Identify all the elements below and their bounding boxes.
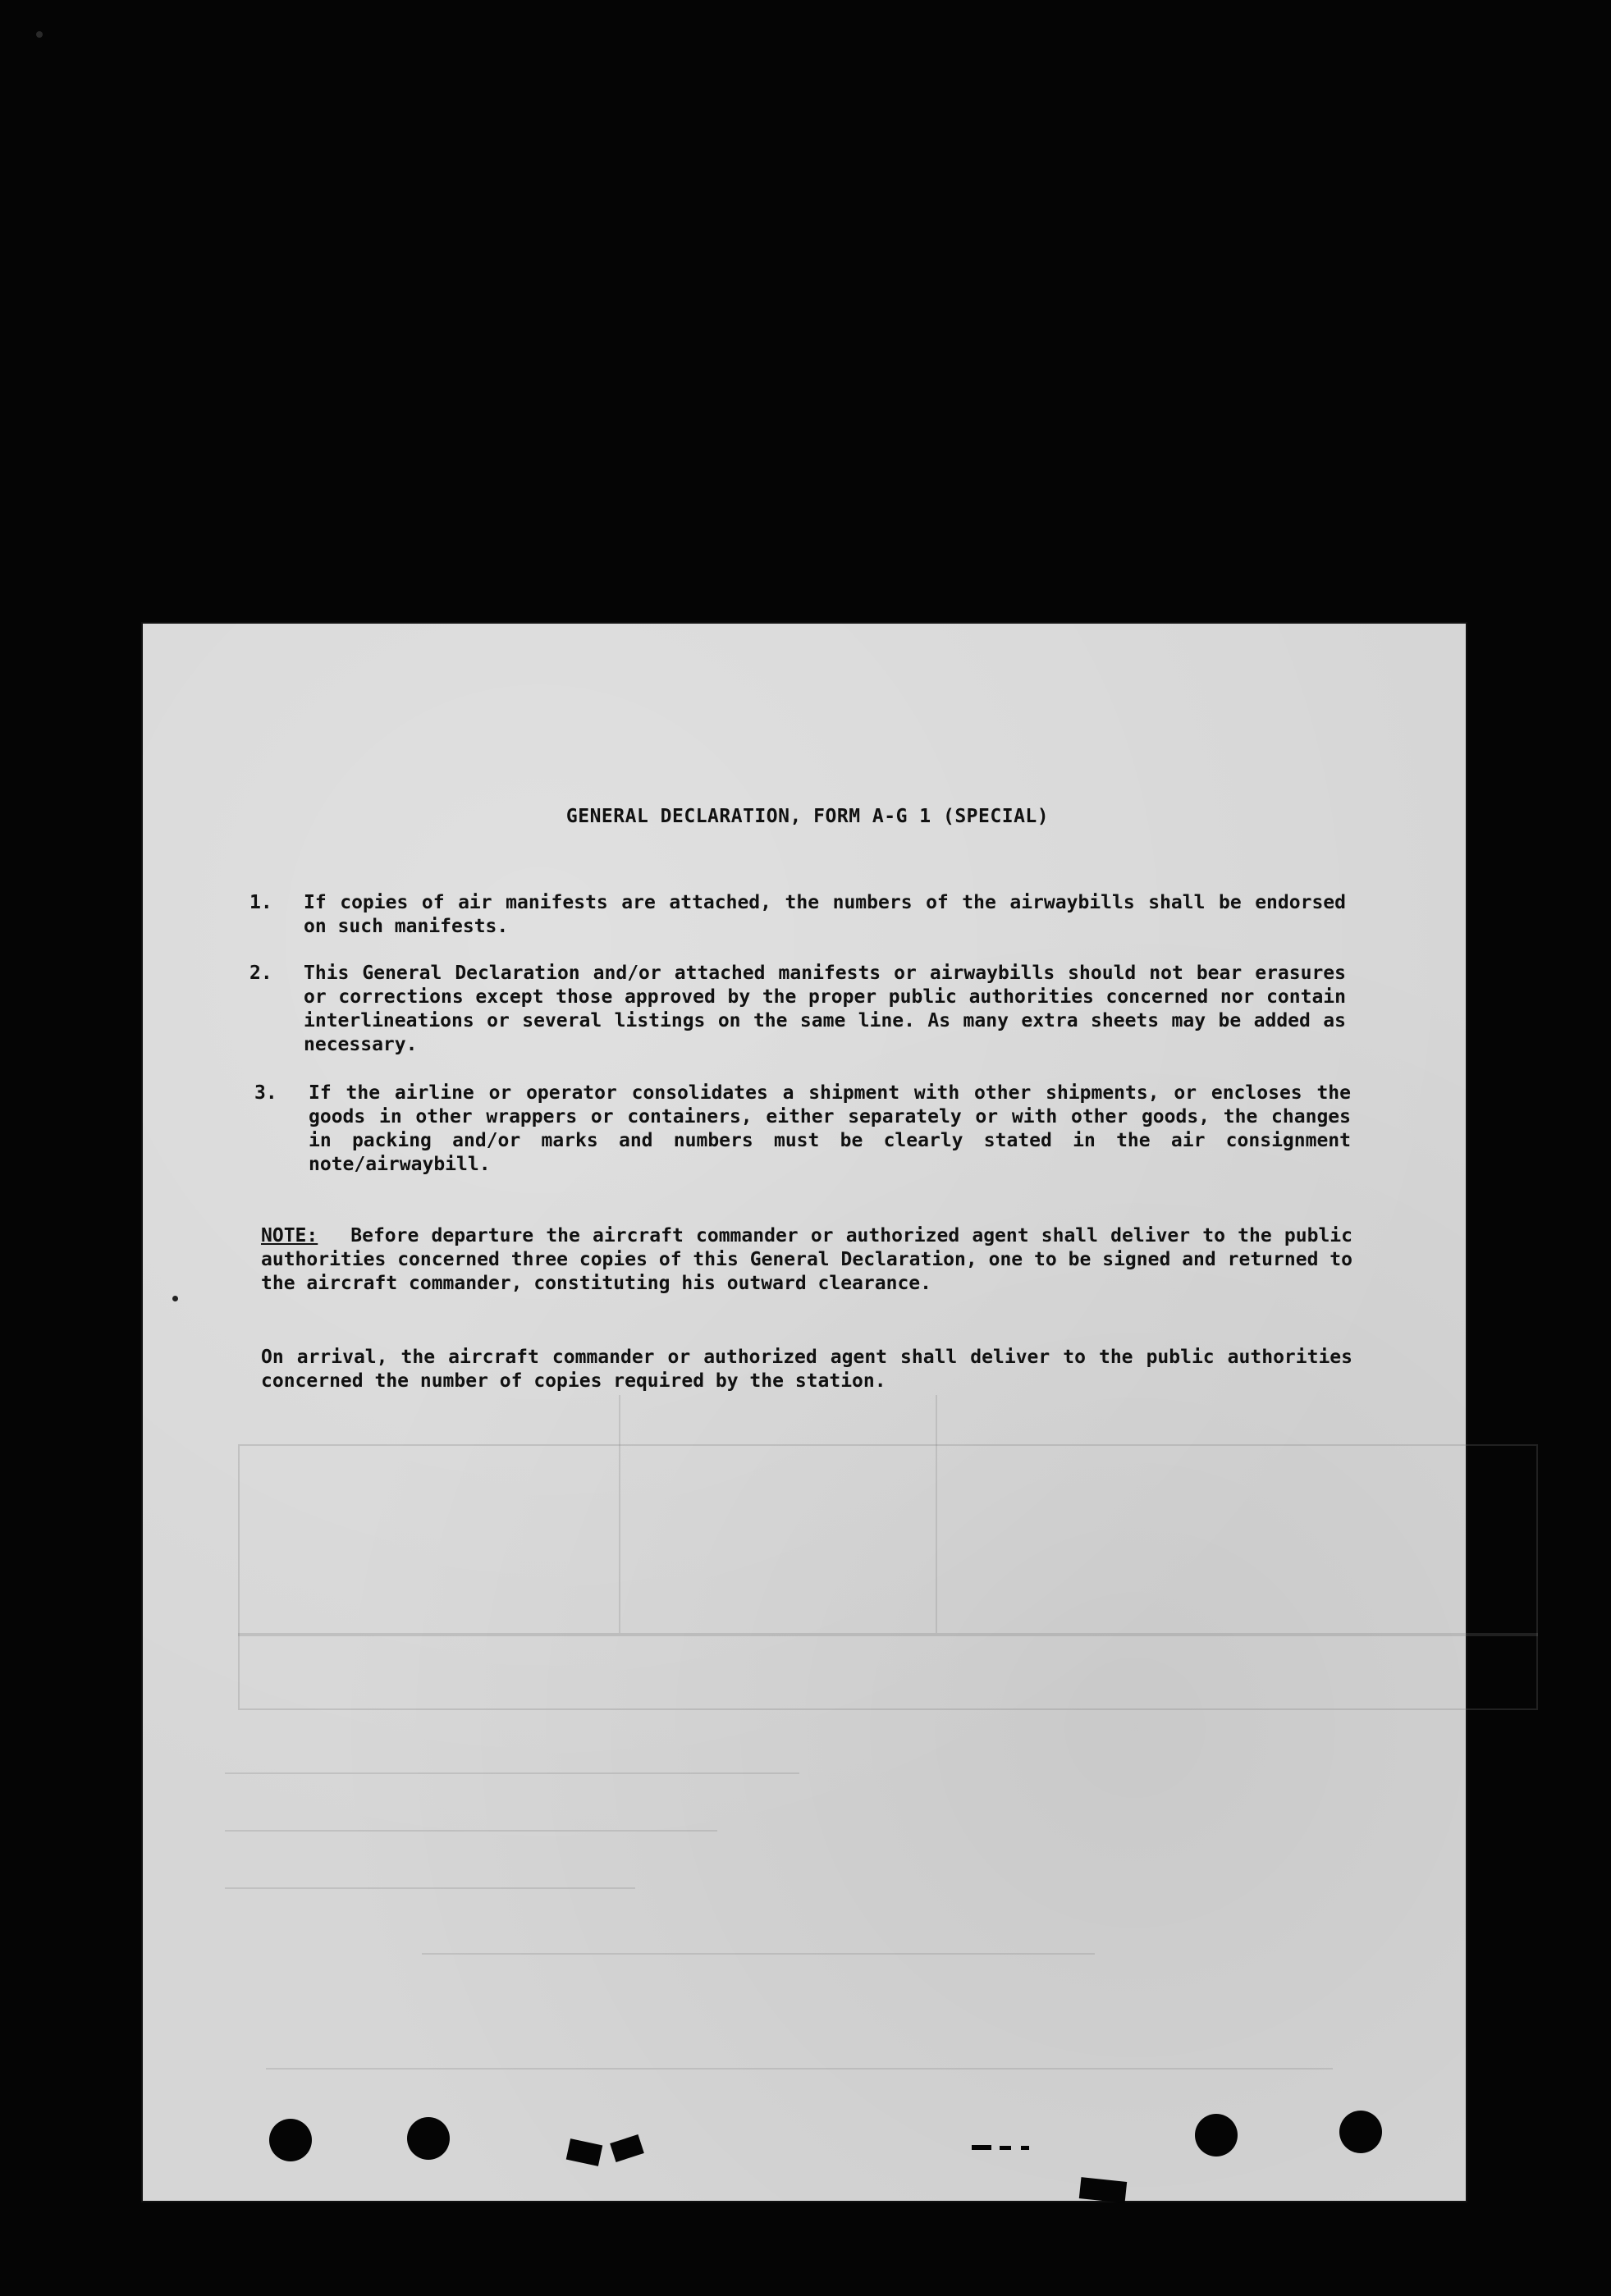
document-title: GENERAL DECLARATION, FORM A-G 1 (SPECIAL) bbox=[565, 806, 1050, 827]
punch-hole bbox=[407, 2117, 450, 2160]
item-text: If the airline or operator consolidates a shipment with other shipments, or encloses the goods in other wrappers or containers, either separately or with other goods, the changes in packing and/or marks and numbers must be clearly stated in the air consignment note/airwaybill. bbox=[309, 1082, 1351, 1175]
instruction-item bbox=[254, 1082, 1354, 1180]
scan-speck bbox=[36, 31, 43, 38]
paper-damage bbox=[1079, 2177, 1127, 2203]
paper-damage bbox=[1000, 2146, 1011, 2150]
bleed-through-line bbox=[225, 1887, 635, 1889]
item-number: 1. bbox=[249, 892, 272, 913]
bleed-through-table bbox=[238, 1444, 1538, 1636]
item-text: If copies of air manifests are attached, the numbers of the airwaybills shall be endorsed on such manifests. bbox=[304, 892, 1346, 937]
paper-damage bbox=[972, 2145, 991, 2150]
arrival-paragraph: On arrival, the aircraft commander or authorized agent shall deliver to the public authorities concerned the number of copies required by the station. bbox=[261, 1347, 1352, 1392]
item-number: 2. bbox=[249, 963, 272, 984]
punch-hole bbox=[1339, 2111, 1382, 2153]
bleed-through-divider bbox=[936, 1395, 937, 1633]
note-text: Before departure the aircraft commander or authorized agent shall deliver to the public authorities concerned three copies of this General Declaration, one to be signed and returned to the aircraft commander, constituting his outward clearance. bbox=[261, 1225, 1352, 1294]
paper-damage bbox=[566, 2138, 603, 2166]
item-text: This General Declaration and/or attached manifests or airwaybills should not bear erasures or corrections except those approved by the proper public authorities concerned nor contain interlineations or several listings on the same line. As many extra sheets may be added as necessary. bbox=[304, 963, 1346, 1055]
document-page bbox=[143, 624, 1466, 2201]
bleed-through-line bbox=[225, 1830, 717, 1832]
item-number: 3. bbox=[254, 1082, 277, 1104]
bleed-through-line bbox=[422, 1953, 1095, 1955]
punch-hole bbox=[269, 2119, 312, 2161]
note-paragraph bbox=[261, 1224, 1352, 1296]
instruction-item bbox=[249, 891, 1349, 940]
punch-hole bbox=[1195, 2114, 1238, 2157]
paper-damage bbox=[1021, 2146, 1029, 2150]
bleed-through-line bbox=[266, 2068, 1333, 2070]
paper-damage bbox=[610, 2134, 644, 2162]
bleed-through-divider bbox=[619, 1395, 620, 1633]
paper-speck bbox=[172, 1296, 178, 1301]
bleed-through-row bbox=[238, 1633, 1538, 1710]
note-label: NOTE: bbox=[261, 1225, 318, 1246]
bleed-through-line bbox=[225, 1772, 799, 1774]
instruction-item bbox=[249, 962, 1349, 1060]
